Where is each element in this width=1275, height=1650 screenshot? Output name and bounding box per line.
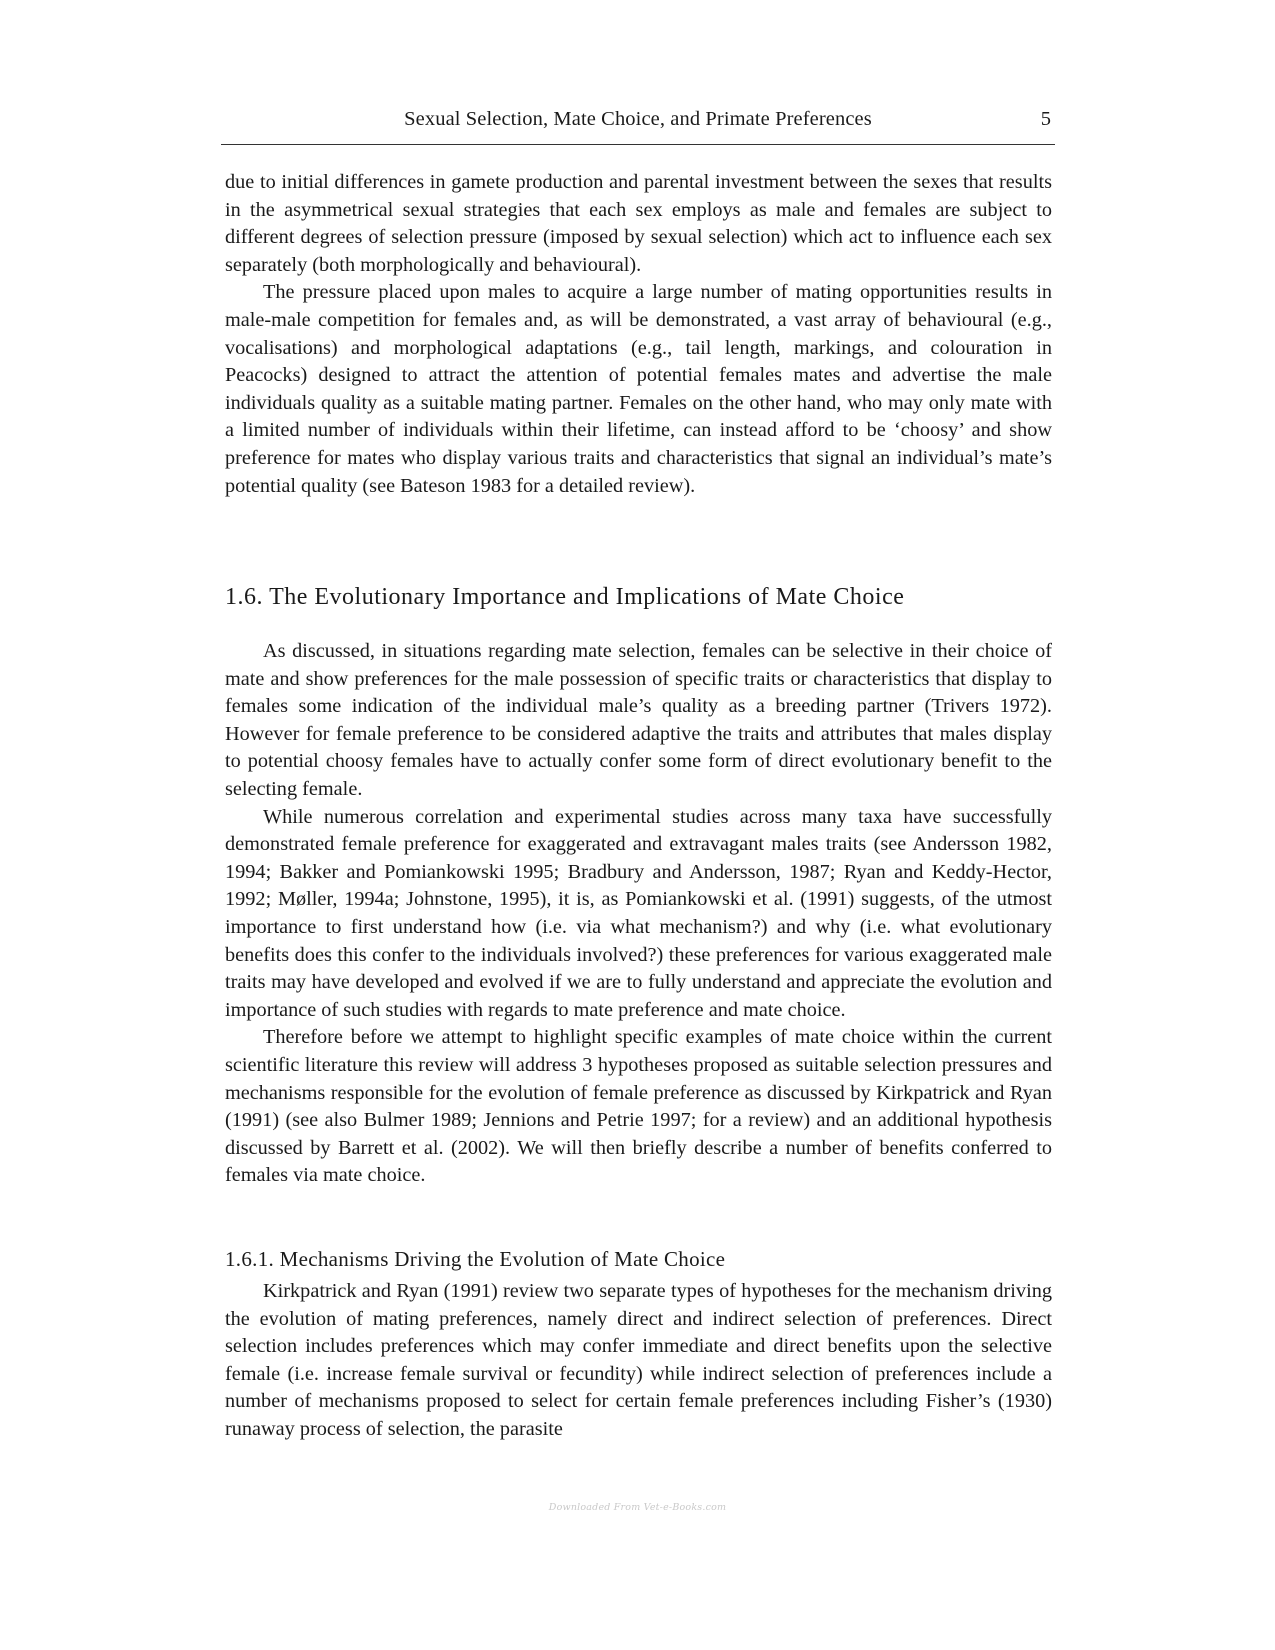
paragraph-continuation: due to initial differences in gamete production and parental investment between the sexes that results in the asymmetrical sexual strategies that each sex employs as male and females are subject to different degrees of selection pressure (imposed by sexual selection) which act to influence each sex separately (both morphologically and behavioural). [225, 171, 1052, 276]
running-title: Sexual Selection, Mate Choice, and Primate Preferences [404, 108, 872, 130]
intro-paragraphs [225, 169, 1052, 500]
paragraph-hypotheses-overview: Therefore before we attempt to highlight specific examples of mate choice within the current scientific literature this review will address 3 hypotheses proposed as suitable selection pressures and mechanisms responsible for the evolution of female preference as discussed by Kirkpatrick and Ryan (1991) (see also Bulmer 1989; Jennions and Petrie 1997; for a review) and an additional hypothesis discussed by Barrett et al. (2002). We will then briefly describe a number of benefits conferred to females via mate choice. [225, 1026, 1052, 1187]
subsection-1-6-1-body [225, 1278, 1052, 1444]
section-heading-1-6: 1.6. The Evolutionary Importance and Implications of Mate Choice [225, 584, 905, 610]
watermark: Downloaded From Vet-e-Books.com [548, 1502, 727, 1513]
subsection-heading-1-6-1: 1.6.1. Mechanisms Driving the Evolution of Mate Choice [225, 1247, 726, 1271]
paragraph-mechanisms: Kirkpatrick and Ryan (1991) review two separate types of hypotheses for the mechanism driving the evolution of mating preferences, namely direct and indirect selection of preferences. Direct selection includes preferences which may confer immediate and direct benefits upon the selective female (i.e. increase female survival or fecundity) while indirect selection of preferences include a number of mechanisms proposed to select for certain female preferences including Fisher’s (1930) runaway process of selection, the parasite [225, 1280, 1052, 1440]
paragraph-male-competition: The pressure placed upon males to acquire a large number of mating opportunities results in male-male competition for females and, as will be demonstrated, a vast array of behavioural (e.g., vocalisations) and morphological adaptations (e.g., tail length, markings, and colouration in Peacocks) designed to attract the attention of potential females mates and advertise the male individuals quality as a suitable mating partner. Females on the other hand, who may only mate with a limited number of individuals within their lifetime, can instead afford to be ‘choosy’ and show preference for mates who display various traits and characteristics that signal an individual’s mate’s potential quality (see Bateson 1983 for a detailed review). [225, 281, 1052, 497]
running-header [221, 104, 1055, 145]
section-1-6-body [225, 638, 1052, 1190]
paragraph-mate-selection: As discussed, in situations regarding mate selection, females can be selective in their choice of mate and show preferences for the male possession of specific traits or characteristics that display to females some indication of the individual male’s quality as a breeding partner (Trivers 1972). However for female preference to be considered adaptive the traits and attributes that males display to potential choosy females have to actually confer some form of direct evolutionary benefit to the selecting female. [225, 640, 1052, 800]
paragraph-female-preference-studies: While numerous correlation and experimental studies across many taxa have successfully demonstrated female preference for exaggerated and extravagant males traits (see Andersson 1982, 1994; Bakker and Pomiankowski 1995; Bradbury and Andersson, 1987; Ryan and Keddy-Hector, 1992; Møller, 1994a; Johnstone, 1995), it is, as Pomiankowski et al. (1991) suggests, of the utmost importance to first understand how (i.e. via what mechanism?) and why (i.e. what evolutionary benefits does this confer to the individuals involved?) these preferences for various exaggerated male traits may have developed and evolved if we are to fully understand and appreciate the evolution and importance of such studies with regards to mate preference and mate choice. [225, 805, 1052, 1021]
page-number: 5 [1040, 108, 1051, 130]
